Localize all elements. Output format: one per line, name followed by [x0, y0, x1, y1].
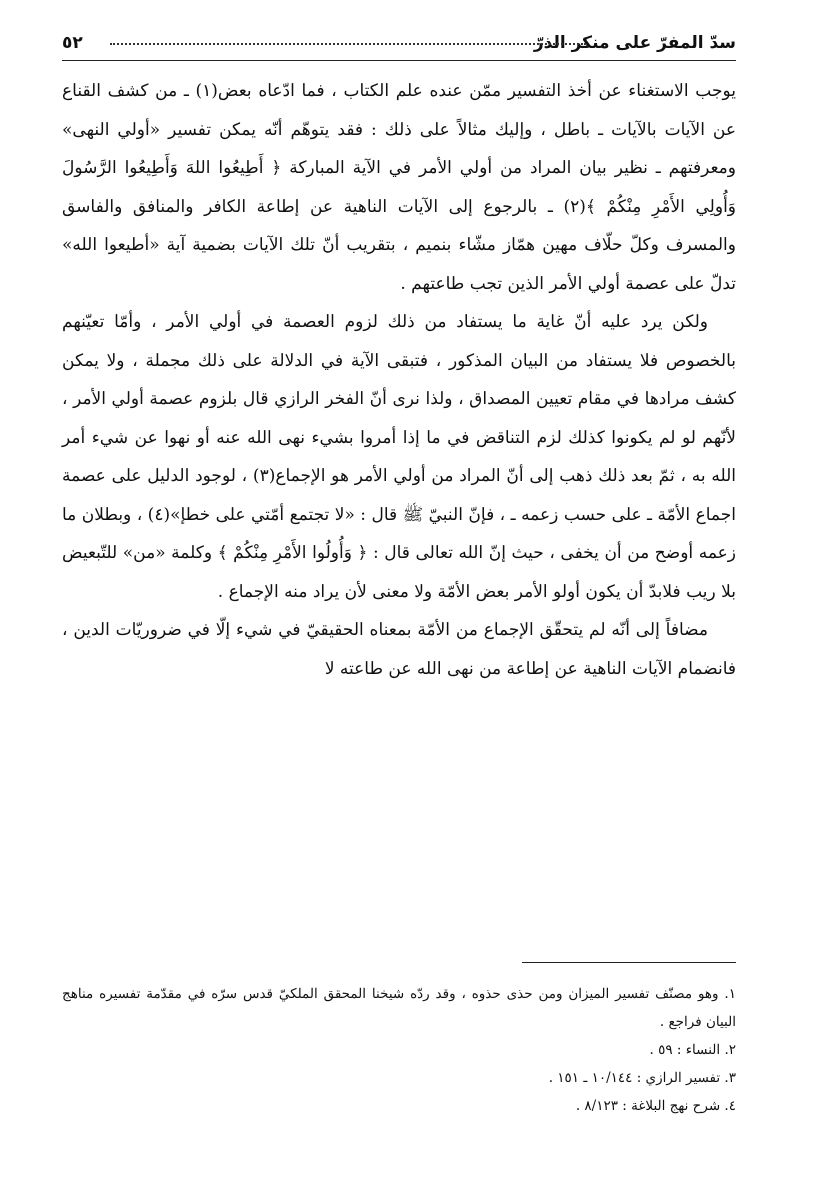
leader-dots [110, 43, 586, 45]
footnote: ٤. شرح نهج البلاغة : ٨/١٢٣ . [575, 1098, 736, 1114]
main-text [62, 72, 736, 688]
paragraph: يوجب الاستغناء عن أخذ التفسير ممّن عنده علم الكتاب ، فما ادّعاه بعض(١) ـ من كشف القناع عن الآيات بالآيات ـ باطل ، وإليك مثالاً على ذلك : فقد يتوهّم أنّه يمكن تفسير «أولي النهى» ومعرفتهم ـ نظير بيان المراد من أولي الأمر في الآية المباركة ﴿ أَطِيعُوا اللهَ وَأَطِيعُوا الرَّسُولَ وَأُولِي الأَمْرِ مِنْكُمْ ﴾(٢) ـ بالرجوع إلى الآيات الناهية عن إطاعة الكافر والمنافق والفاسق والمسرف وكلّ حلّاف مهين همّاز مشّاء بنميم ، بتقريب أنّ تلك الآيات بضمية آية «أطيعوا الله» تدلّ على عصمة أولي الأمر الذين تجب طاعتهم . [62, 81, 736, 294]
footnote: ٣. تفسير الرازي : ١٠/١٤٤ ـ ١٥١ . [548, 1070, 736, 1086]
page-number: ٥٢ [62, 33, 83, 53]
footnote: ١. وهو مصنّف تفسير الميزان ومن حذى حذوه ، وقد ردّه شيخنا المحقق الملكيّ قدس سرّه في مقدّمة تفسيره مناهج البيان فراجع . [62, 986, 736, 1030]
paragraph: ولكن يرد عليه أنّ غاية ما يستفاد من ذلك لزوم العصمة في أولي الأمر ، وأمّا تعيّنهم بالخصوص فلا يستفاد من البيان المذكور ، فتبقى الآية في الدلالة على ذلك مجملة ، ولا يمكن كشف مرادها في مقام تعيين المصداق ، ولذا نرى أنّ الفخر الرازي قال بلزوم عصمة أولي الأمر ، لأنّهم لو لم يكونوا كذلك لزم التناقض في ما إذا أمروا بشيء نهى الله عنه أو نهوا عن شيء أمر الله به ، ثمّ بعد ذلك ذهب إلى أنّ المراد من أولي الأمر هو الإجماع(٣) ، لوجود الدليل على عصمة اجماع الأمّة ـ على حسب زعمه ـ ، فإنّ النبيّ ﷺ قال : «لا تجتمع أمّتي على خطإ»(٤) ، وبطلان ما زعمه أوضح من أن يخفى ، حيث إنّ الله تعالى قال : ﴿ وَأُولُوا الأَمْرِ مِنْكُمْ ﴾ وكلمة «من» للتّبعيض بلا ريب فلابدّ أن يكون أولو الأمر بعض الأمّة ولا معنى لأن يراد منه الإجماع . [62, 312, 736, 602]
footnote: ٢. النساء : ٥٩ . [649, 1042, 736, 1058]
footnotes [62, 980, 736, 1120]
running-title: سدّ المفرّ على منكر الذرّ [533, 33, 736, 53]
paragraph: مضافاً إلى أنّه لم يتحقّق الإجماع من الأمّة بمعناه الحقيقيّ في شيء إلّا في ضروريّات الدين ، فانضمام الآيات الناهية عن إطاعة من نهى الله عن طاعته لا [62, 620, 736, 679]
running-header [62, 30, 736, 61]
footnote-separator [522, 962, 736, 963]
